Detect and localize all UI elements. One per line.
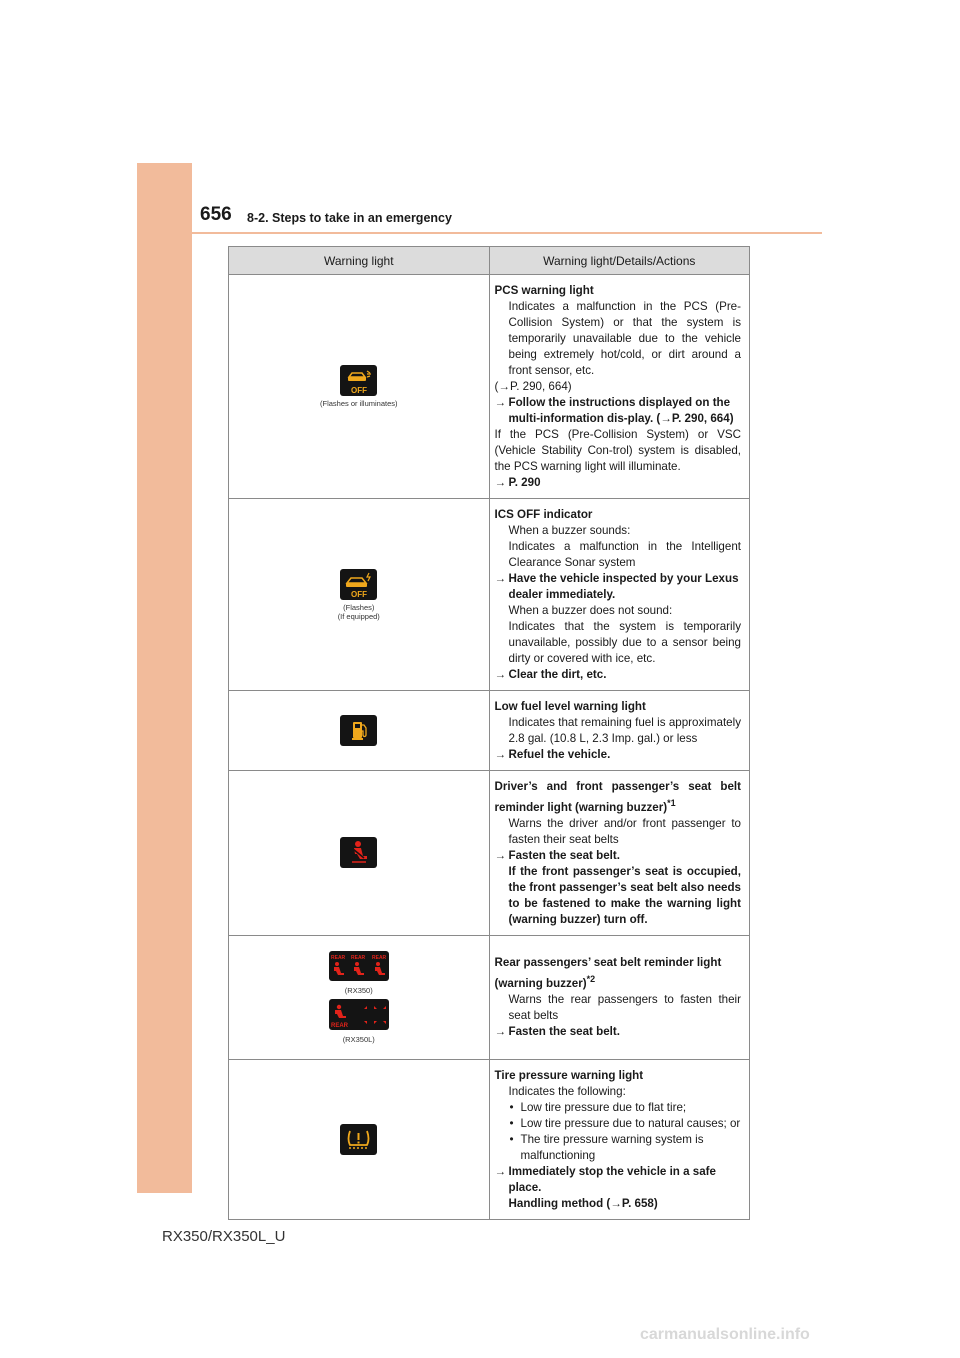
row-title: Low fuel level warning light <box>494 700 646 713</box>
action-line: → Follow the instructions displayed on the multi-information dis-play. (→P. 290, 664) <box>494 396 734 425</box>
side-tab-bar <box>137 163 192 1193</box>
action-line: → Immediately stop the vehicle in a safe place. <box>494 1164 716 1194</box>
rear-seat-belt-icon-rx350 <box>329 951 389 981</box>
svg-text:REAR: REAR <box>350 954 365 961</box>
footnote-marker: *2 <box>586 974 596 985</box>
arrow-icon: → <box>494 1164 507 1178</box>
description: Indicates the following: <box>508 1084 626 1098</box>
page-number: 656 <box>200 204 232 225</box>
rear-seat-belt-icon-rx350l <box>329 999 389 1030</box>
table-row <box>229 499 750 691</box>
icon-caption: (If equipped) <box>337 611 380 621</box>
row-title: Rear passengers’ seat belt reminder light (warning buzzer)$^{*2}$ <box>494 956 722 991</box>
tire-pressure-icon <box>340 1124 377 1155</box>
col-header-details: Warning light/Details/Actions <box>489 247 750 275</box>
row-title: PCS warning light <box>494 284 594 297</box>
icon-caption: (RX350) <box>344 985 373 995</box>
action-line: → Refuel the vehicle. <box>494 748 611 761</box>
svg-text:REAR: REAR <box>330 954 345 961</box>
watermark: carmanualsonline.info <box>640 1326 810 1343</box>
warning-light-table <box>228 246 750 1220</box>
table-row <box>229 1059 750 1219</box>
description: Indicates that the system is temporarily unavailable, possibly due to a sensor being dirty or covered with ice, etc. <box>508 620 741 665</box>
ics-off-icon <box>340 569 377 600</box>
row-title: Driver’s and front passenger’s seat belt reminder light (warning buzzer)$^{*1}$ <box>494 780 741 814</box>
description: Indicates a malfunction in the PCS (Pre-Collision System) or that the system is temporarily unavailable due to the vehicle being extremely hot/cold, or dirt around a front sensor, etc. <box>508 300 741 377</box>
table-row <box>229 935 750 1059</box>
footnote-marker: *1 <box>667 798 676 808</box>
action-line: → Have the vehicle inspected by your Lexus dealer immediately. <box>494 572 739 601</box>
condition-label: When a buzzer does not sound: <box>508 604 673 617</box>
arrow-icon: → <box>494 1025 507 1039</box>
section-title: 8-2. Steps to take in an emergency <box>247 211 452 225</box>
icon-caption: (Flashes or illuminates) <box>319 399 398 408</box>
table-header-row <box>229 247 750 275</box>
action-line: → Fasten the seat belt. <box>494 848 620 862</box>
list-item: • Low tire pressure due to flat tire; <box>509 1100 687 1114</box>
bullet-icon: • <box>509 1100 514 1114</box>
seat-belt-icon <box>340 837 377 868</box>
model-footer: RX350/RX350L_U <box>162 1228 286 1245</box>
arrow-icon: → <box>494 848 507 862</box>
table-row <box>229 691 750 771</box>
list-item: • The tire pressure warning system is malfunctioning <box>509 1132 704 1162</box>
action-line: → Clear the dirt, etc. <box>494 668 607 681</box>
arrow-icon: → <box>494 668 507 681</box>
description: Indicates that remaining fuel is approximately 2.8 gal. (10.8 L, 2.3 Imp. gal.) or less <box>508 716 741 745</box>
arrow-icon: → <box>494 476 507 489</box>
svg-text:REAR: REAR <box>371 954 386 961</box>
condition-label: When a buzzer sounds: <box>508 524 631 537</box>
col-header-warning-light: Warning light <box>229 247 490 275</box>
handling-reference: Handling method (→P. 658) <box>508 1196 658 1210</box>
row-title: ICS OFF indicator <box>494 508 593 521</box>
bullet-icon: • <box>509 1116 514 1130</box>
arrow-icon: → <box>494 572 507 585</box>
list-item: • Low tire pressure due to natural causes; or <box>509 1116 741 1130</box>
svg-text:OFF: OFF <box>351 589 368 599</box>
pcs-off-icon <box>340 365 377 396</box>
bullet-icon: • <box>509 1132 514 1146</box>
table-row <box>229 275 750 499</box>
arrow-icon: → <box>494 748 507 761</box>
action-line: → P. 290 <box>494 476 541 489</box>
svg-text:REAR: REAR <box>330 1022 348 1029</box>
icon-caption: (RX350L) <box>342 1034 375 1044</box>
page-reference: (→P. 290, 664) <box>494 380 572 393</box>
note-text: If the front passenger’s seat is occupied, the front passenger’s seat belt also needs to be fastened to make the warning light (warning buzzer) turn off. <box>508 864 741 926</box>
row-title: Tire pressure warning light <box>494 1068 644 1082</box>
arrow-icon: → <box>494 396 507 409</box>
table-row <box>229 771 750 936</box>
header-rule <box>192 232 822 234</box>
description: Warns the driver and/or front passenger to fasten their seat belts <box>508 816 741 846</box>
description: Indicates a malfunction in the Intelligent Clearance Sonar system <box>508 540 741 569</box>
description: If the PCS (Pre-Collision System) or VSC (Vehicle Stability Con-trol) system is disabled, the PCS warning light will illuminate. <box>494 428 741 473</box>
description: Warns the rear passengers to fasten their seat belts <box>508 993 741 1023</box>
icon-caption: (Flashes) <box>343 602 375 612</box>
fuel-pump-icon <box>340 715 377 746</box>
svg-text:OFF: OFF <box>351 386 368 395</box>
action-line: → Fasten the seat belt. <box>494 1025 620 1039</box>
